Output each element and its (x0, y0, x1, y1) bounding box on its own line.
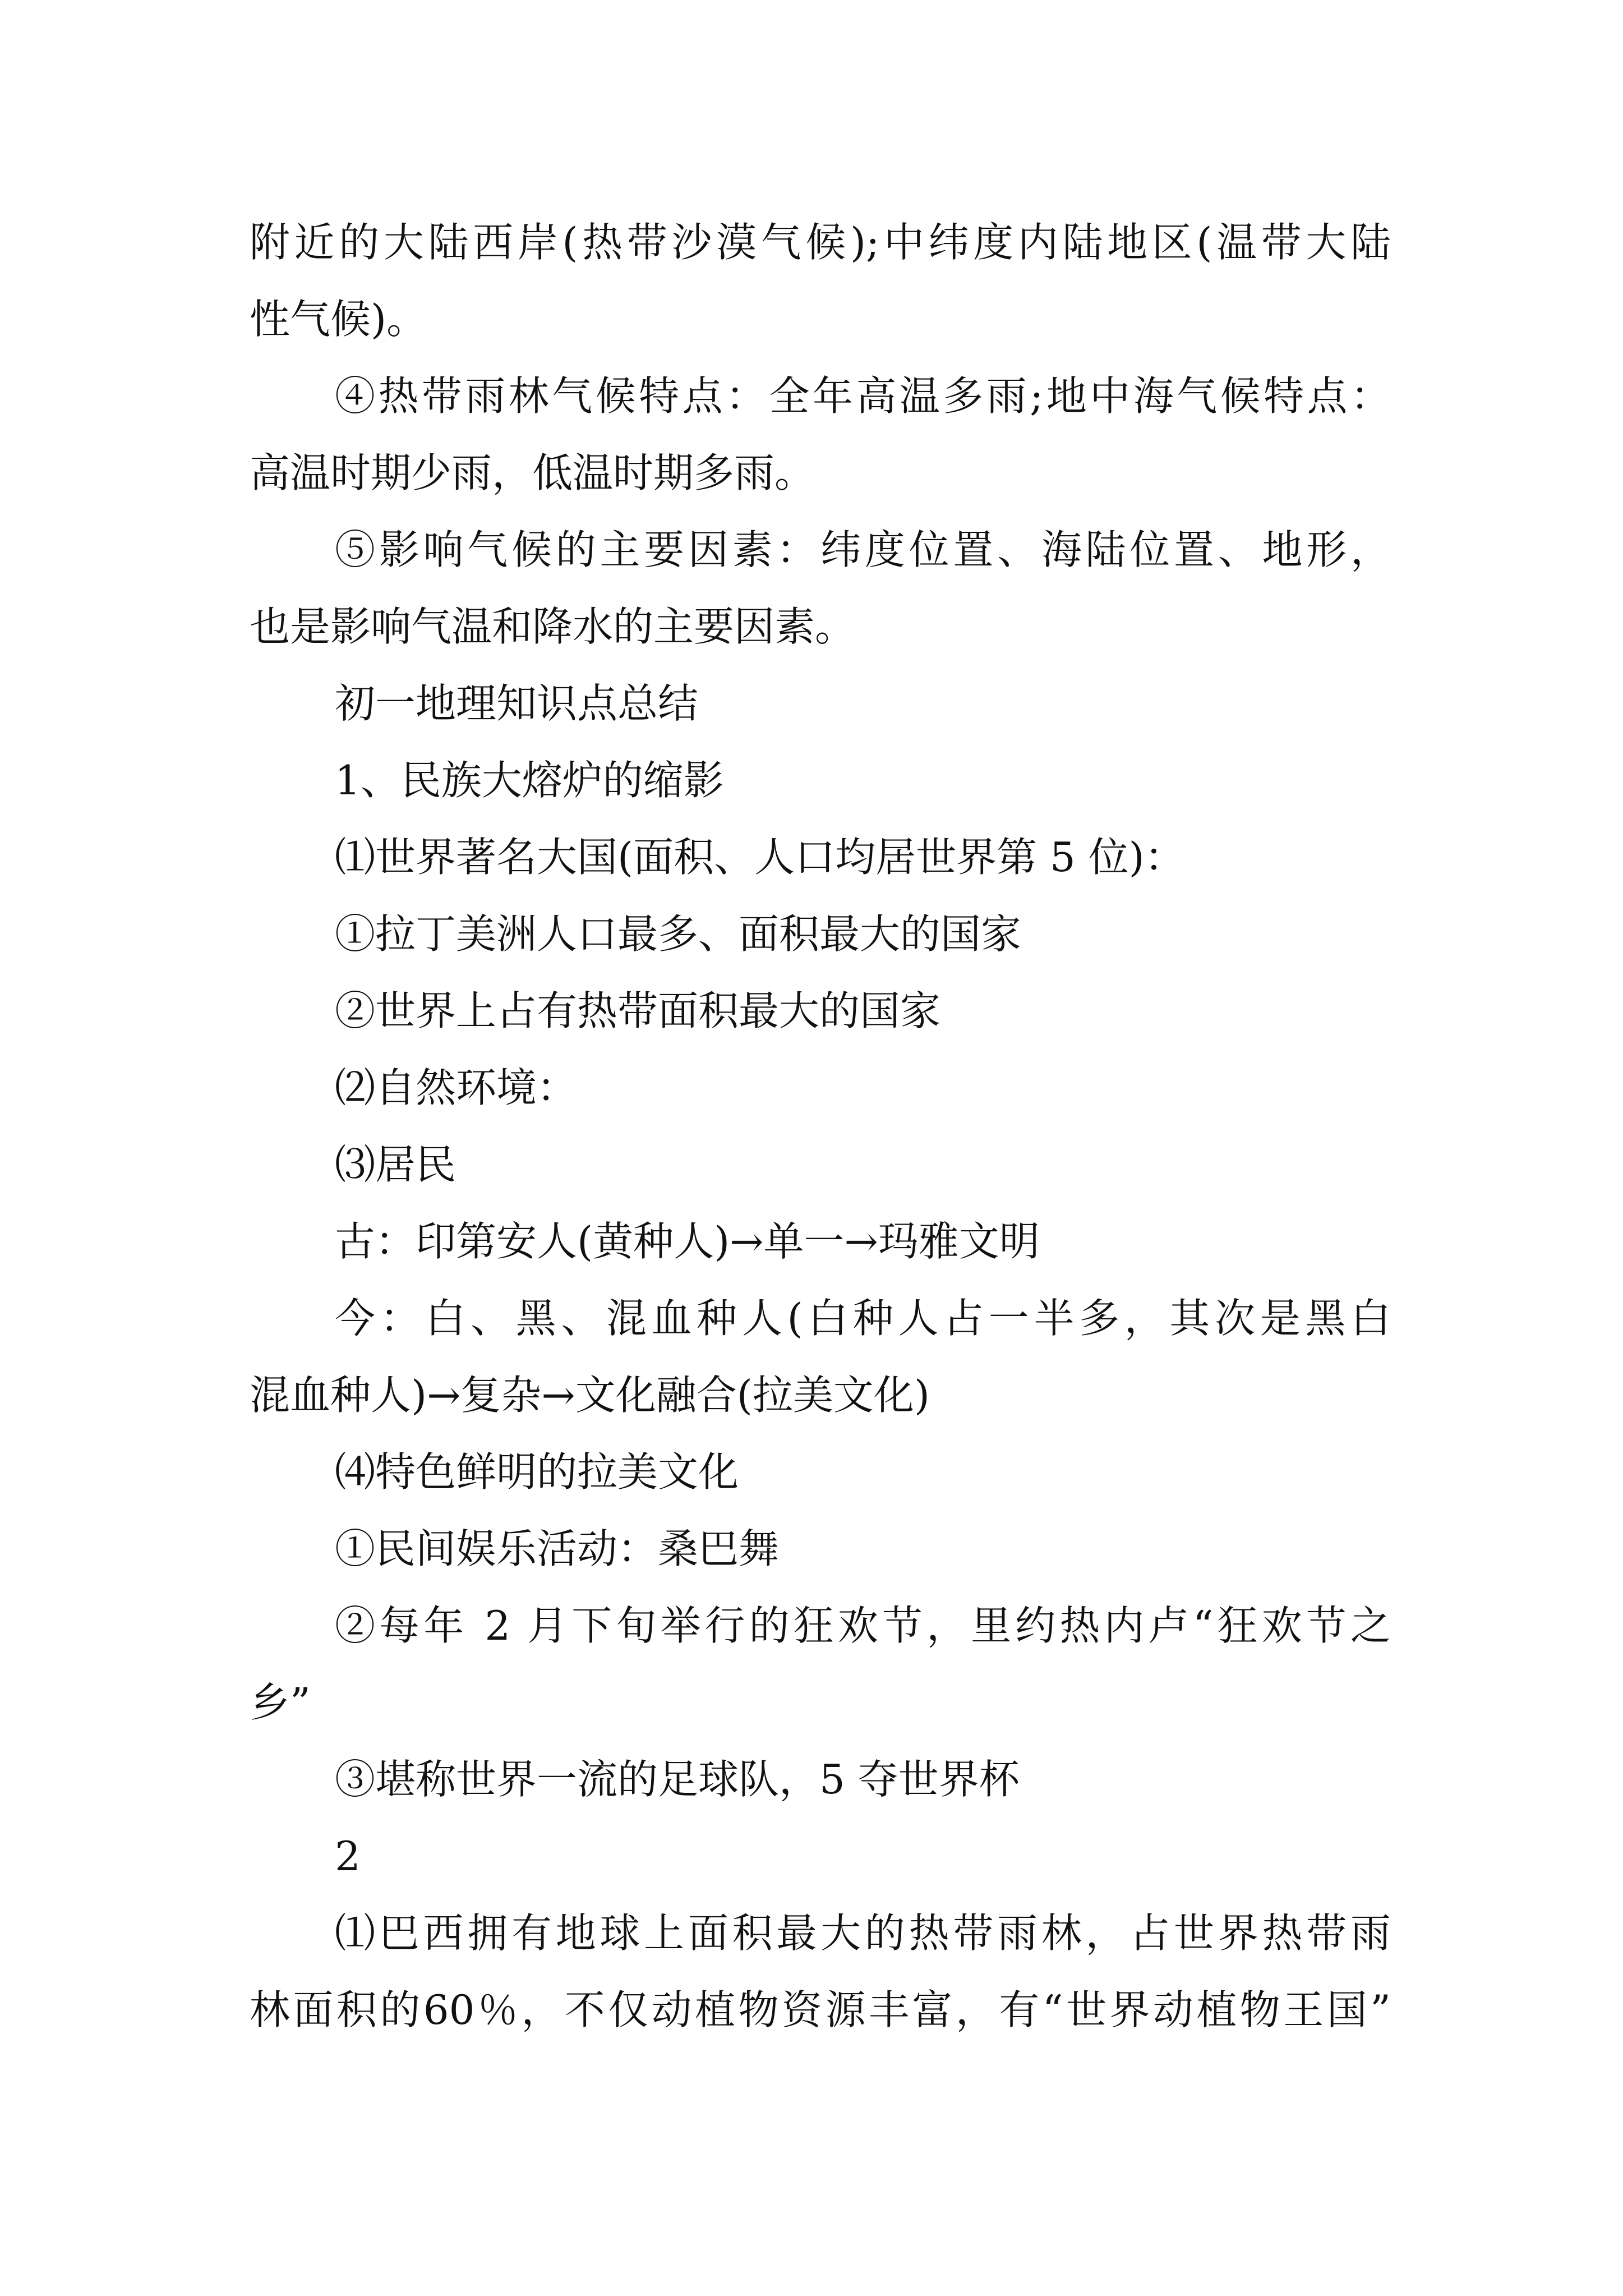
paragraph-line: ⑴世界著名大国(面积、人口均居世界第 5 位)： (335, 834, 1185, 881)
paragraph-line: 今：白、黑、混血种人(白种人占一半多，其次是黑白 (335, 1295, 1391, 1342)
document-body (0, 204, 1623, 2049)
paragraph-line: ⑶居民 (335, 1141, 457, 1188)
paragraph-line: 古：印第安人(黄种人)→单一→玛雅文明 (335, 1218, 1040, 1265)
paragraph-line: 乡” (250, 1679, 311, 1726)
section-heading: 初一地理知识点总结 (335, 680, 699, 727)
paragraph-line: ④热带雨林气候特点：全年高温多雨;地中海气候特点： (335, 372, 1391, 420)
paragraph-line: ⑴巴西拥有地球上面积最大的热带雨林，占世界热带雨 (335, 1910, 1391, 1957)
subsection-heading: 1、民族大熔炉的缩影 (335, 757, 724, 804)
paragraph-line: ①民间娱乐活动：桑巴舞 (335, 1525, 780, 1572)
paragraph-line: 高温时期少雨，低温时期多雨。 (250, 449, 815, 496)
paragraph-line: ⑷特色鲜明的拉美文化 (335, 1448, 739, 1496)
paragraph-line: 也是影响气温和降水的主要因素。 (250, 603, 856, 650)
paragraph-line: 附近的大陆西岸(热带沙漠气候);中纬度内陆地区(温带大陆 (250, 219, 1391, 266)
paragraph-line: ①拉丁美洲人口最多、面积最大的国家 (335, 910, 1022, 958)
paragraph-line: 性气候)。 (250, 296, 427, 343)
paragraph-line: 混血种人)→复杂→文化融合(拉美文化) (250, 1372, 930, 1419)
paragraph-line: ②世界上占有热带面积最大的国家 (335, 987, 941, 1034)
paragraph-line: ⑤影响气候的主要因素：纬度位置、海陆位置、地形， (335, 526, 1391, 573)
paragraph-line: 林面积的60％，不仅动植物资源丰富，有“世界动植物王国” (250, 1986, 1391, 2033)
paragraph-line: ②每年 2 月下旬举行的狂欢节，里约热内卢“狂欢节之 (335, 1602, 1391, 1649)
paragraph-line: ⑵自然环境： (335, 1064, 578, 1111)
paragraph-line: 2 (335, 1833, 361, 1880)
paragraph-line: ③堪称世界一流的足球队，5 夺世界杯 (335, 1756, 1020, 1803)
